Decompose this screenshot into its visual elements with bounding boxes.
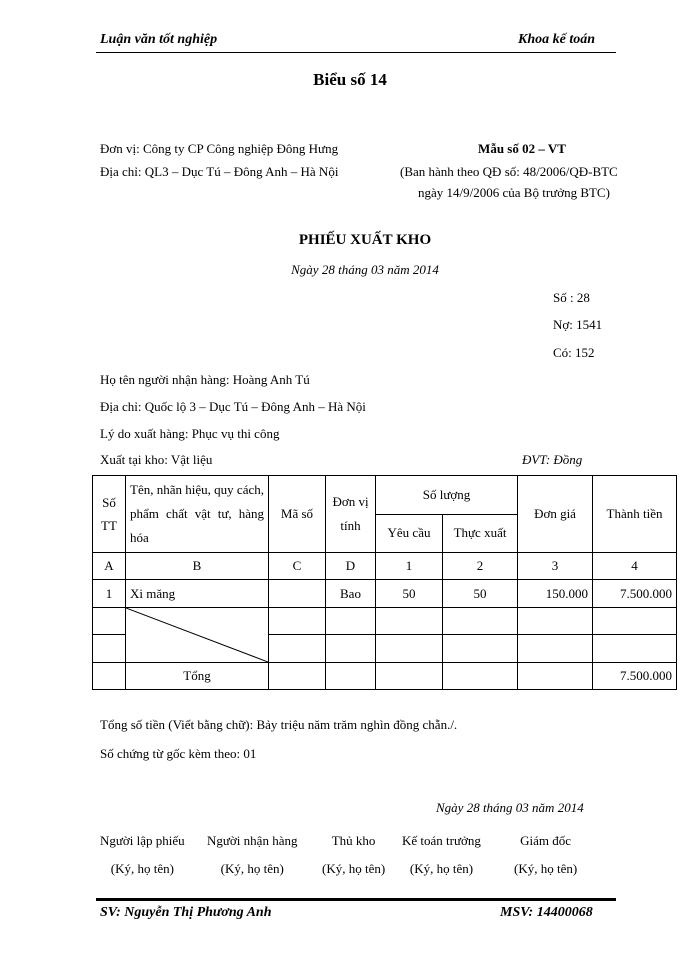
address-line: Địa chỉ: QL3 – Dục Tú – Đông Anh – Hà Nội	[100, 164, 339, 179]
signature-receiver: Người nhận hàng (Ký, họ tên)	[207, 833, 298, 876]
footer-rule	[96, 898, 616, 901]
header-code: Mã số	[269, 476, 326, 553]
warehouse: Xuất tại kho: Vật liệu	[100, 452, 213, 467]
row-unit-price: 150.000	[518, 580, 593, 608]
unit-line: Đơn vị: Công ty CP Công nghiệp Đông Hưng	[100, 141, 339, 156]
code-c: C	[269, 553, 326, 580]
page-title: Biểu số 14	[313, 70, 387, 89]
row-code	[269, 580, 326, 608]
header-amount: Thành tiền	[593, 476, 677, 553]
row-unit: Bao	[326, 580, 376, 608]
strike-cell	[126, 608, 269, 663]
currency-unit: ĐVT: Đồng	[522, 452, 583, 467]
code-b: B	[126, 553, 269, 580]
total-amount: 7.500.000	[593, 663, 677, 690]
signature-preparer: Người lập phiếu (Ký, họ tên)	[100, 833, 185, 876]
issue-reason: Lý do xuất hàng: Phục vụ thi công	[100, 426, 280, 441]
header-left: Luận văn tốt nghiệp	[100, 32, 218, 47]
header-rule	[96, 52, 616, 53]
credit-account: Có: 152	[553, 345, 595, 360]
form-code: Mẫu số 02 – VT	[478, 141, 566, 156]
code-4: 4	[593, 553, 677, 580]
code-a: A	[93, 553, 126, 580]
voucher-number: Số : 28	[553, 290, 590, 305]
goods-table	[92, 475, 677, 690]
header-unit: Đơn vị tính	[326, 476, 376, 553]
signature-chief-accountant: Kế toán trưởng (Ký, họ tên)	[402, 833, 481, 876]
table-row	[93, 580, 677, 608]
strike-line	[126, 608, 268, 662]
row-item-name: Xi măng	[126, 580, 269, 608]
footer-student: SV: Nguyễn Thị Phương Anh	[100, 905, 272, 920]
footer-student-id: MSV: 14400068	[500, 905, 593, 920]
row-requested: 50	[376, 580, 443, 608]
document-date: Ngày 28 tháng 03 năm 2014	[291, 262, 439, 277]
row-amount: 7.500.000	[593, 580, 677, 608]
signature-director: Giám đốc (Ký, họ tên)	[514, 833, 578, 876]
recipient-address: Địa chỉ: Quốc lộ 3 – Dục Tú – Đông Anh – Hà Nội	[100, 399, 366, 414]
form-issued-1: (Ban hành theo QĐ số: 48/2006/QĐ-BTC	[400, 164, 618, 179]
code-1: 1	[376, 553, 443, 580]
header-requested: Yêu cầu	[376, 514, 443, 553]
row-stt: 1	[93, 580, 126, 608]
document-title: PHIẾU XUẤT KHO	[298, 232, 432, 248]
code-2: 2	[443, 553, 518, 580]
signature-storekeeper: Thủ kho (Ký, họ tên)	[322, 833, 386, 876]
debit-account: Nợ: 1541	[553, 317, 603, 332]
total-row	[93, 663, 677, 690]
header-unit-price: Đơn giá	[518, 476, 593, 553]
attached-documents: Số chứng từ gốc kèm theo: 01	[100, 746, 257, 761]
row-actual: 50	[443, 580, 518, 608]
header-stt: Số TT	[93, 476, 126, 553]
header-quantity: Số lượng	[376, 476, 518, 515]
recipient-name: Họ tên người nhận hàng: Hoàng Anh Tú	[100, 372, 310, 387]
form-issued-2: ngày 14/9/2006 của Bộ trưởng BTC)	[418, 185, 610, 200]
header-right: Khoa kế toán	[518, 32, 596, 47]
amount-in-words: Tổng số tiền (Viết bằng chữ): Bảy triệu năm trăm nghìn đồng chẵn./.	[100, 717, 458, 732]
signing-date: Ngày 28 tháng 03 năm 2014	[436, 800, 584, 815]
table-row	[93, 608, 677, 635]
total-label: Tổng	[126, 663, 269, 690]
code-d: D	[326, 553, 376, 580]
header-item-name: Tên, nhãn hiệu, quy cách, phẩm chất vật tư, hàng hóa	[126, 476, 269, 553]
code-3: 3	[518, 553, 593, 580]
header-actual: Thực xuất	[443, 514, 518, 553]
